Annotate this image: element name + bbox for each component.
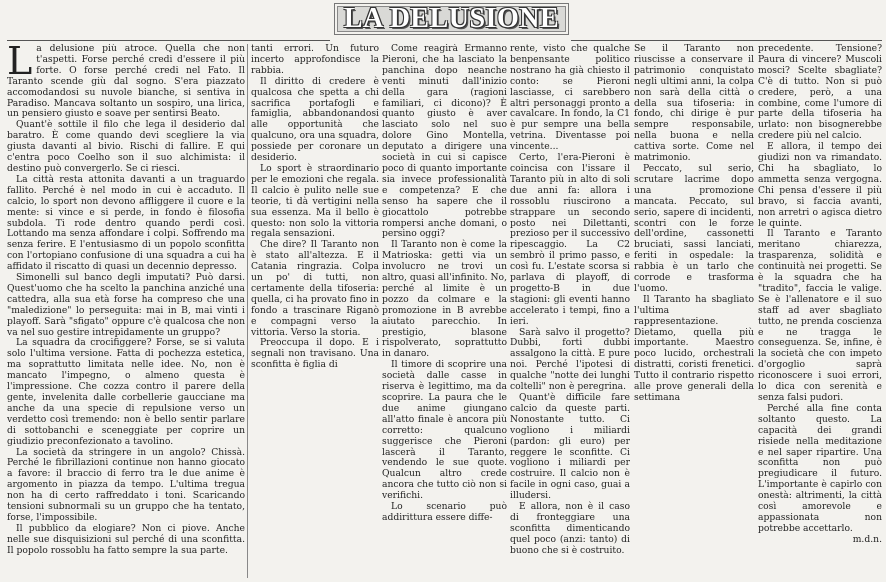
paragraph: Come reagirà Ermanno Pieroni, che ha lasciato la panchina dopo neanche venti minuti dall'inizio della gara (ragioni familiari, ci dicono)? È quanto giusto è aver lasciato solo nel suo dolore Gino Montella, deputato a dirigere una società in cui si capisce poco di quanto importante sia invece professionalità e competenza? E che senso ha sapere che il giocattolo potrebbe rompersi anche domani, o persino oggi? [382, 44, 507, 240]
paragraph: Simonelli sul banco degli imputati? Può darsi. Quest'uomo che ha scelto la panchina anziché una cattedra, alla sua età forse ha compreso che una "maledizione" lo perseguita: mai in B, mai vinti i playoff. Sarà "sfigato" oppure c'è qualcosa che non va nel suo gestire intrepidamente un gruppo? [7, 272, 245, 338]
paragraph: Il Taranto non è come la Matrioska: getti via un involucro ne trovi un altro, quasi all'infinito. No, perché al limite è un pozzo da colmare e la promozione in B avrebbe aiutato parecchio. In prestigio, blasone rispolverato, soprattutto in danaro. [382, 239, 507, 360]
paragraph: Che dire? Il Taranto non è stato all'altezza. E il Catania ringrazia. Colpa un po' di tutti, non certamente della tifoseria: quella, ci ha provato fino in fondo a trascinare Riganò e compagni verso la vittoria. Verso la storia. [251, 239, 379, 338]
drop-cap: L [7, 44, 33, 83]
paragraph: Il Taranto ha sbagliato l'ultima rappresentazione. Dietamo, quella più importante. Maestro poco lucido, orchestrali distratti, coristi frenetici. Tutto il contrario rispetto alle prove generali della settimana [634, 293, 754, 403]
author-signature: m.d.n. [852, 533, 882, 545]
paragraph: Se il Taranto non riuscisse a conservare il patrimonio conquistato negli ultimi anni, la colpa non sarà della città o della sua tifoseria: in fondo, chi dirige è pur sempre responsabile, nella buona e nella cattiva sorte. Come nel matrimonio. [634, 44, 754, 164]
column-divider [247, 44, 248, 578]
paragraph: Perché alla fine conta soltanto questo. La capacità dei grandi risiede nella meditazione e nel saper ripartire. Una sconfitta non può pregiudicare il futuro. L'importante è capirlo con onestà: altrimenti, la città così amorevole e appassionata non potrebbe accettarlo. [758, 402, 882, 534]
paragraph: Quant'è difficile fare calcio da queste parti. Nonostante tutto. Ci vogliono i miliardi (pardon: gli euro) per reggere le sconfitte. Ci vogliono i miliardi per costruire. Il calcio non è facile in ogni caso, guai a illudersi. [510, 392, 630, 502]
paragraph: Preoccupa il dopo. E i segnali non travisano. Una sconfitta è figlia di [251, 337, 379, 371]
paragraph: La squadra da crocifiggere? Forse, se si valuta solo l'ultima versione. Fatta di pochezza estetica, ma soprattutto limitata nelle idee. No, non è mancato l'impegno, o almeno questa è l'impressione. Che cozza contro il parere della gente, invelenita dalle corbellerie gaucciane ma anche da una specie di repulsione verso un verdetto così tremendo: non è bello sentir parlare di sottobanchi e sceneggiate per coprire un giudizio preconfezionato a tavolino. [7, 337, 245, 447]
column-2 [251, 44, 379, 578]
paragraph: Il Taranto e Taranto meritano chiarezza, trasparenza, solidità e continuità nei progetti. Se è la squadra che ha "tradito", faccia le valige. Se è l'allenatore e il suo staff ad aver sbagliato tutto, ne prenda coscienza e ne tragga le conseguenza. Se, infine, è la società che con impeto d'orgoglio saprà riconoscere i suoi errori, lo dica con serenità e senza falsi pudori. [758, 228, 882, 403]
paragraph: E allora, non è il caso di fronteggiare una sconfitta dimenticando quel poco (anzi: tanto) di buono che si è costruito. [510, 501, 630, 556]
paragraph: tanti errori. Un futuro incerto approfondisce la rabbia. [251, 44, 379, 76]
paragraph: E allora, il tempo dei giudizi non va rimandato. Chi ha sbagliato, lo ammetta senza vergogna. Chi pensa d'essere il più bravo, si faccia avanti, non arretri o agisca dietro le quinte. [758, 141, 882, 229]
paragraph: Peccato, sul serio, scrutare lacrime dopo una promozione mancata. Peccato, sul serio, sapere di incidenti, scontri con le forze dell'ordine, cassonetti bruciati, sassi lanciati, feriti in ospedale: la rabbia è un tarlo che corrode e trasforma l'uomo. [634, 162, 754, 294]
top-rule-right [571, 40, 882, 41]
top-rule-left [7, 40, 330, 41]
paragraph: Lo sport è straordinario per le emozioni che regala. Il calcio è pulito nelle sue teorie, ti dà vertigini nella sua essenza. Ma il bello è questo: non solo la vittoria regala sensazioni. [251, 162, 379, 240]
headline-box [334, 3, 569, 35]
paragraph-text: a delusione più atroce. Quella che non t'aspetti. Forse perché credi d'essere il più forte. O forse perché credi nel Fato. Il Taranto scende giù dal sogno. S'era piazzato accomodandosi su nuvole bianche, si sentiva in Paradiso. Mancava soltanto un sospiro, una lirica, un pensiero giusto e soave per sentirsi Beato. [7, 44, 245, 120]
paragraph: Quant'è sottile il filo che lega il desiderio dal baratro. È come quando devi scegliere la via giusta davanti al bivio. Rischi di fallire. E qui c'entra poco Coelho son il suo alchimista: il destino può convergerlo. Se ci riesci. [7, 119, 245, 174]
headline: LA DELUSIONE [343, 3, 560, 34]
paragraph: precedente. Tensione? Paura di vincere? Muscoli mosci? Scelte sbagliate? C'è di tutto. Non si può credere, però, a una combine, come l'umore di parte della tifoseria ha urlato: non bisognerebbe credere più nel calcio. [758, 44, 882, 142]
column-1 [7, 44, 245, 578]
paragraph [7, 44, 245, 120]
paragraph: La città resta attonita davanti a un traguardo fallito. Perché è nel modo in cui è accaduto. Il calcio, lo sport non devono affliggere il cuore e la mente: si vince e si perde, in fondo è filosofia subdola. Ti rode dentro quando perdi così. Lottando ma senza affondare i colpi. Soffrendo ma senza ferire. E l'entusiasmo di un popolo sconfitta con l'ortopiano confusione di una squadra a cui ha affidato il riscatto di quasi un decennio depresso. [7, 173, 245, 273]
paragraph: Lo scenario può addirittura essere diffe- [382, 501, 507, 523]
paragraph: Sarà salvo il progetto? Dubbi, forti dubbi assalgono la città. E pure noi. Perché l'ipotesi di qualche "notte dei lunghi coltelli" non è peregrina. [510, 326, 630, 393]
paragraph: rente, visto che qualche benpensante politico nostrano ha già chiesto il conto: se Pieroni lasciasse, ci sarebbero altri personaggi pronto a cavalcare. In fondo, la C1 è pur sempre una bella vetrina. Diventasse poi vincente... [510, 44, 630, 153]
paragraph: La società da stringere in un angolo? Chissà. Perché le fibrillazioni continue non hanno giocato a favore: il braccio di ferro tra le due anime è argomento in piazza da tempo. L'ultima tregua non ha di certo raffreddato i toni. Scaricando tensioni subnormali su un gruppo che ha tentato, forse, l'impossibile. [7, 446, 245, 523]
paragraph: Il pubblico da elogiare? Non ci piove. Anche nelle sue disquisizioni sul perché di una sconfitta. Il popolo rossoblu ha fatto sempre la sua parte. [7, 522, 245, 556]
column-4 [510, 44, 630, 578]
paragraph: Certo, l'era-Pieroni è coincisa con l'issare il Taranto più in alto di soli due anni fa: allora i rossoblu riuscirono a strappare un secondo posto nei Dilettanti, prezioso per il successivo ripescaggio. La C2 sembrò il primo passo, e così fu. L'estate scorsa si parlava di playoff, di progetto-B in due stagioni: gli eventi hanno accelerato i tempi, fino a ieri. [510, 152, 630, 327]
column-3 [382, 44, 507, 578]
paragraph: Il diritto di credere è qualcosa che spetta a chi sacrifica portafogli e famiglia, abbandonandosi alle opportunità che qualcuno, ora una squadra, possiede per coronare un desiderio. [251, 75, 379, 164]
column-6 [758, 44, 882, 578]
paragraph: Il timore di scoprire una società dalle casse in riserva è legittimo, ma da scoprire. La paura che le due anime giungano all'atto finale è ancora più corretto: qualcuno suggerisce che Pieroni lascerà il Taranto, vendendo le sue quote. Qualcun altro crede ancora che tutto ciò non si verifichi. [382, 359, 507, 502]
column-5 [634, 44, 754, 578]
